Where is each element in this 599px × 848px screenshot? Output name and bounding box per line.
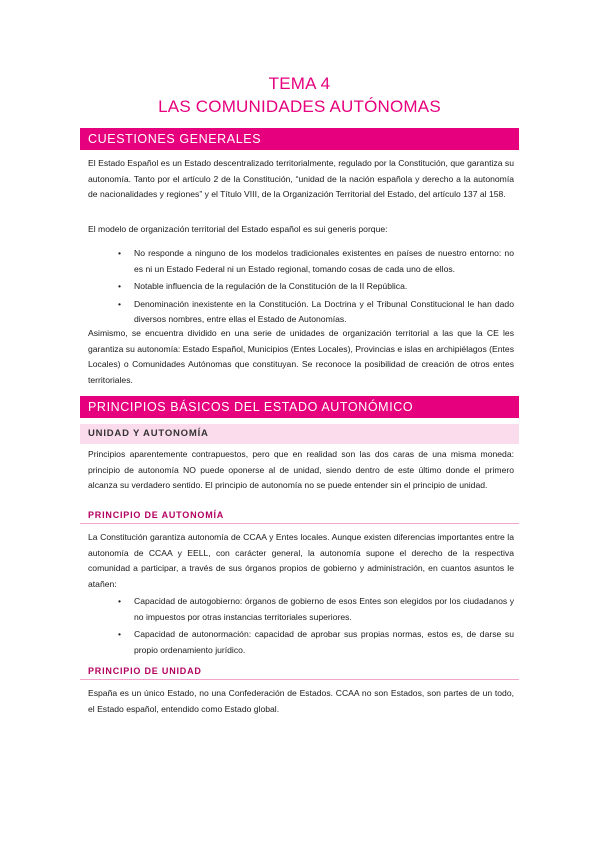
heading-principio-unidad: PRINCIPIO DE UNIDAD <box>80 664 519 680</box>
section-heading-cuestiones: CUESTIONES GENERALES <box>80 128 519 150</box>
list-item: • Capacidad de autogobierno: órganos de gobierno de esos Entes son elegidos por los ciudadanos y no impuestos por otras instancias territoriales superiores. <box>118 596 514 622</box>
cuestiones-bullet-list <box>118 246 514 330</box>
bullet-icon: • <box>118 298 122 309</box>
heading-principio-autonomia: PRINCIPIO DE AUTONOMÍA <box>80 508 519 524</box>
cuestiones-paragraph-2: El modelo de organización territorial del Estado español es sui generis porque: <box>88 224 388 234</box>
subheading-unidad-autonomia: UNIDAD Y AUTONOMÍA <box>80 424 519 444</box>
bullet-icon: • <box>118 596 122 606</box>
bullet-icon: • <box>118 248 122 258</box>
document-title-line2: LAS COMUNIDADES AUTÓNOMAS <box>158 97 441 116</box>
list-item: • Capacidad de autonormación: capacidad de aprobar sus propias normas, estos es, de darse su propio ordenamiento jurídico. <box>118 629 514 655</box>
bullet-icon: • <box>118 281 122 291</box>
list-item: • Notable influencia de la regulación de la Constitución de la II República. <box>118 279 514 295</box>
autonomia-bullet-list <box>118 594 514 660</box>
cuestiones-paragraph-1: El Estado Español es un Estado descentralizado territorialmente, regulado por la Constitución, que garantiza su autonomía. Tanto por el artículo 2 de la Constitución, “unidad de la nación española y derecho a la autonomía de nacionalidades y regiones” y el Título VIII, de la Organización Territorial del Estado, del artículo 137 al 158. <box>88 158 514 199</box>
list-item: • No responde a ninguno de los modelos tradicionales existentes en países de nuestro entorno: no es ni un Estado Federal ni un Estado regional, tomando cosas de cada uno de ellos. <box>118 248 514 274</box>
principio-autonomia-paragraph: La Constitución garantiza autonomía de CCAA y Entes locales. Aunque existen diferencias importantes entre la autonomía de CCAA y EELL, con carácter general, la autonomía supone el derecho de la respectiva comunidad a participar, a través de sus órganos propios de gobierno y administración, en cuantos asuntos le atañen: <box>88 532 514 589</box>
principio-unidad-paragraph: España es un único Estado, no una Confederación de Estados. CCAA no son Estados, son partes de un todo, el Estado español, entendido como Estado global. <box>88 688 514 714</box>
document-title-line1: TEMA 4 <box>268 74 331 93</box>
cuestiones-paragraph-3: Asimismo, se encuentra dividido en una serie de unidades de organización territorial a las que la CE les garantiza su autonomía: Estado Español, Municipios (Entes Locales), Provincias e islas en archipiélagos (Entes Locales) o Comunidades Autónomas que constituyan. Se reconoce la posibilidad de creación de otros entes territoriales. <box>88 328 514 385</box>
bullet-icon: • <box>118 629 122 639</box>
section-heading-principios: PRINCIPIOS BÁSICOS DEL ESTADO AUTONÓMICO <box>80 396 519 418</box>
list-item: • Denominación inexistente en la Constitución. La Doctrina y el Tribunal Constitucional le han dado diversos nombres, entre ellas el Estado de Autonomías. <box>118 298 514 324</box>
unidad-autonomia-paragraph: Principios aparentemente contrapuestos, pero que en realidad son las dos caras de una misma moneda: principio de autonomía NO puede oponerse al de unidad, siendo dentro de este último donde el primero alcanza su verdadero sentido. El principio de autonomía no se puede entender sin el principio de unidad. <box>88 449 514 490</box>
